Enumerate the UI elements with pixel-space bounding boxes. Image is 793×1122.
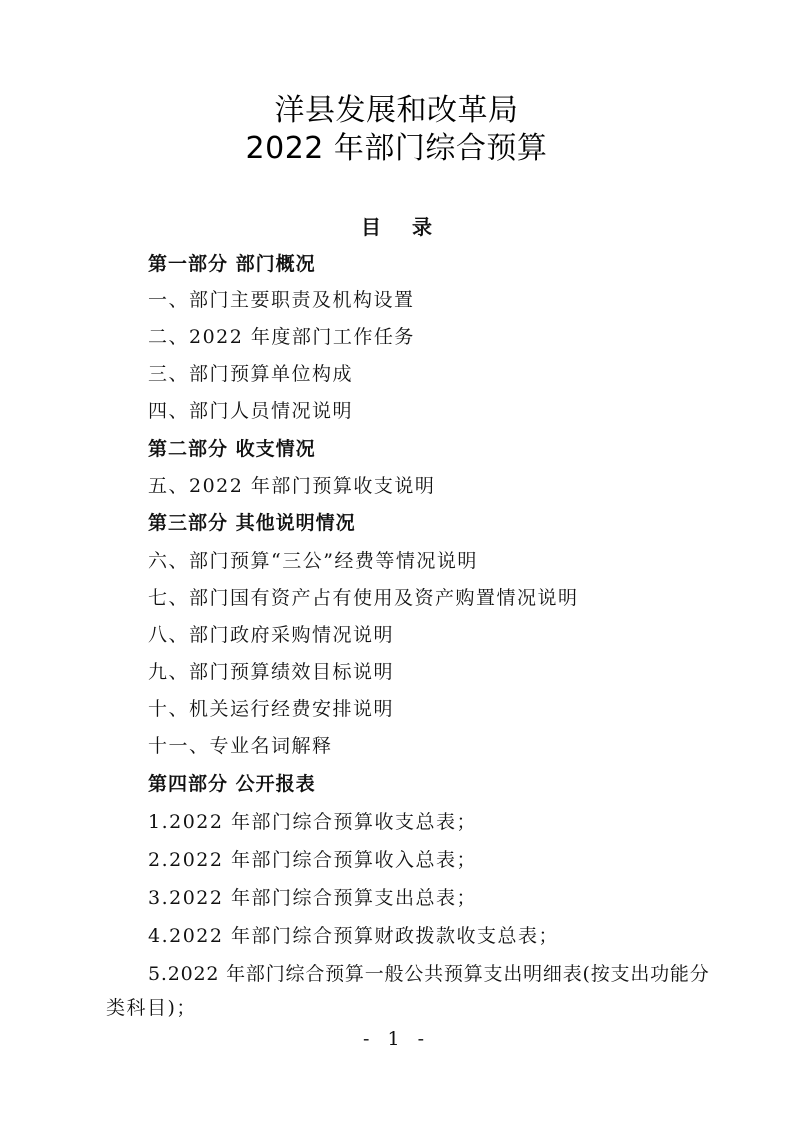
toc-table-1: 1.2022 年部门综合预算收支总表； [148,811,478,833]
toc-item-11: 十一、专业名词解释 [148,735,333,757]
toc-table-3: 3.2022 年部门综合预算支出总表； [148,887,478,909]
toc-item-7: 七、部门国有资产占有使用及资产购置情况说明 [148,587,579,609]
document-title-line-1: 洋县发展和改革局 [274,93,519,128]
toc-item-2: 二、2022 年度部门工作任务 [148,326,415,348]
toc-item-3: 三、部门预算单位构成 [148,363,354,385]
toc-part-3: 第三部分 其他说明情况 [148,512,356,534]
toc-item-6: 六、部门预算“三公”经费等情况说明 [148,550,478,572]
toc-table-5-line-1: 5.2022 年部门综合预算一般公共预算支出明细表(按支出功能分 [148,963,710,985]
toc-heading: 目 录 [361,215,444,239]
toc-part-2: 第二部分 收支情况 [148,438,316,460]
page-number: - 1 - [362,1028,430,1050]
toc-item-10: 十、机关运行经费安排说明 [148,698,395,720]
toc-item-8: 八、部门政府采购情况说明 [148,624,395,646]
toc-table-2: 2.2022 年部门综合预算收入总表； [148,849,478,871]
toc-table-4: 4.2022 年部门综合预算财政拨款收支总表； [148,925,560,947]
toc-part-4: 第四部分 公开报表 [148,773,316,795]
toc-part-1: 第一部分 部门概况 [148,253,316,275]
toc-item-4: 四、部门人员情况说明 [148,400,354,422]
document-title-line-2: 2022 年部门综合预算 [245,131,548,166]
toc-item-9: 九、部门预算绩效目标说明 [148,661,395,683]
toc-item-1: 一、部门主要职责及机构设置 [148,289,415,311]
toc-table-5-line-2: 类科目)； [106,997,197,1019]
toc-item-5: 五、2022 年部门预算收支说明 [148,475,436,497]
